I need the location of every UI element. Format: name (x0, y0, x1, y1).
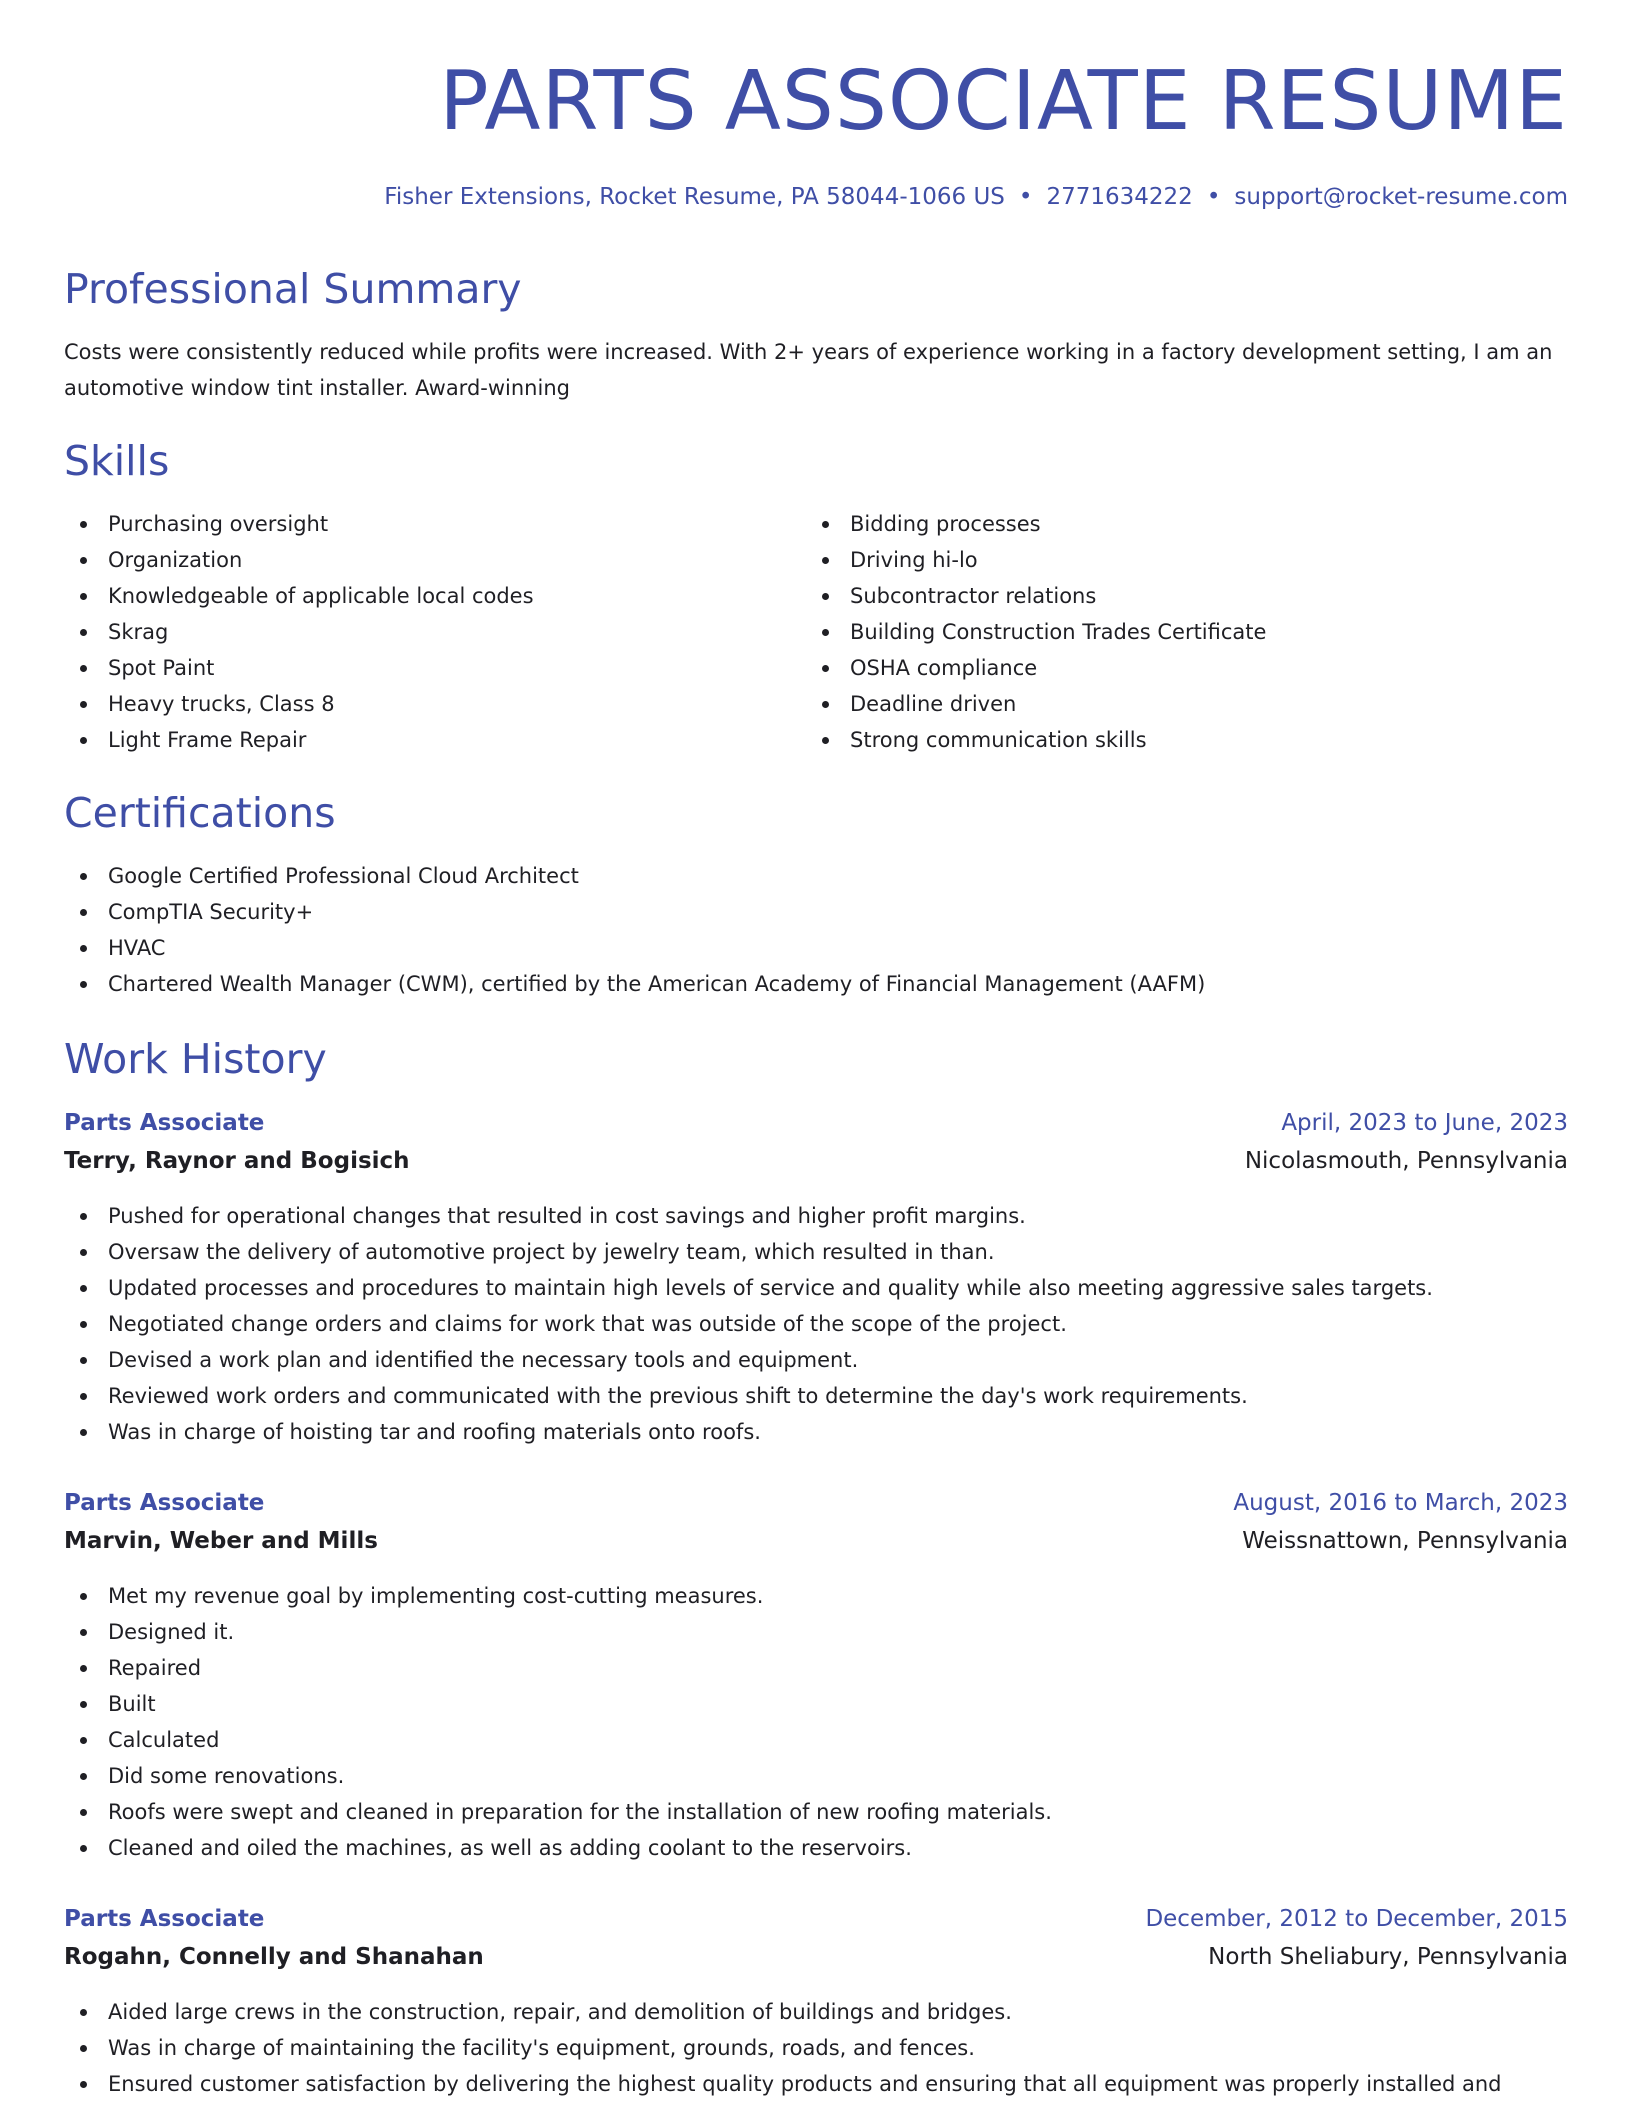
bullet-icon (80, 2081, 87, 2088)
bullet-icon (822, 521, 829, 528)
job-location: Nicolasmouth, Pennsylvania (1244, 1148, 1568, 1174)
job-bullet-item: Updated processes and procedures to maintain high levels of service and quality while also meeting aggressive sales targets. (64, 1270, 1568, 1306)
bullet-icon (80, 945, 87, 952)
bullet-icon (80, 1809, 87, 1816)
bullet-icon (80, 1321, 87, 1328)
skill-item: Deadline driven (806, 686, 1546, 722)
bullet-icon (80, 909, 87, 916)
job-title: Parts Associate (64, 1110, 265, 1136)
job-location: Weissnattown, Pennsylvania (1242, 1528, 1568, 1554)
job-bullet-item: Roofs were swept and cleaned in preparation for the installation of new roofing materials. (64, 1794, 1568, 1830)
certifications-list (64, 858, 1568, 1002)
bullet-icon (822, 701, 829, 708)
skill-item: Strong communication skills (806, 722, 1546, 758)
section-title-certifications: Certifications (64, 789, 336, 837)
bullet-icon (80, 1773, 87, 1780)
bullet-icon (80, 1285, 87, 1292)
bullet-icon (80, 1593, 87, 1600)
skills-list-right (806, 506, 1546, 758)
skill-item: Subcontractor relations (806, 578, 1546, 614)
job-bullet-item: Calculated (64, 1722, 1568, 1758)
job-dates: December, 2012 to December, 2015 (1145, 1906, 1568, 1932)
skill-item: Heavy trucks, Class 8 (64, 686, 804, 722)
job-bullet-item: Cleaned and oiled the machines, as well as adding coolant to the reservoirs. (64, 1830, 1568, 1866)
contact-separator: • (1018, 184, 1033, 210)
job-bullet-item: Built (64, 1686, 1568, 1722)
bullet-icon (80, 1429, 87, 1436)
job-company: Marvin, Weber and Mills (64, 1528, 378, 1554)
certification-item: HVAC (64, 930, 1568, 966)
resume-title: PARTS ASSOCIATE RESUME (439, 54, 1568, 149)
bullet-icon (822, 629, 829, 636)
bullet-icon (80, 2045, 87, 2052)
bullet-icon (80, 593, 87, 600)
bullet-icon (822, 557, 829, 564)
skill-item: OSHA compliance (806, 650, 1546, 686)
bullet-icon (80, 737, 87, 744)
job-bullet-item: Was in charge of maintaining the facility's equipment, grounds, roads, and fences. (64, 2030, 1568, 2066)
section-title-summary: Professional Summary (64, 265, 522, 313)
bullet-icon (80, 1845, 87, 1852)
bullet-icon (80, 1357, 87, 1364)
summary-text: Costs were consistently reduced while profits were increased. With 2+ years of experience working in a factory development setting, I am an automotive window tint installer. Award-winning (64, 340, 1553, 400)
bullet-icon (80, 1665, 87, 1672)
bullet-icon (80, 1737, 87, 1744)
skill-item: Driving hi-lo (806, 542, 1546, 578)
bullet-icon (822, 737, 829, 744)
job-bullet-item: Aided large crews in the construction, repair, and demolition of buildings and bridges. (64, 1994, 1568, 2030)
job-bullets (64, 1578, 1568, 1866)
job-bullets (64, 1198, 1568, 1450)
skill-item: Spot Paint (64, 650, 804, 686)
bullet-icon (80, 665, 87, 672)
certification-item: Chartered Wealth Manager (CWM), certified by the American Academy of Financial Management (AAFM) (64, 966, 1568, 1002)
job-company: Terry, Raynor and Bogisich (64, 1148, 410, 1174)
contact-address: Fisher Extensions, Rocket Resume, PA 58044-1066 US (384, 184, 1005, 210)
certification-item: Google Certified Professional Cloud Architect (64, 858, 1568, 894)
skill-item: Building Construction Trades Certificate (806, 614, 1546, 650)
bullet-icon (822, 665, 829, 672)
bullet-icon (80, 1213, 87, 1220)
bullet-icon (80, 701, 87, 708)
job-bullet-item: Devised a work plan and identified the necessary tools and equipment. (64, 1342, 1568, 1378)
bullet-icon (80, 1629, 87, 1636)
job-dates: April, 2023 to June, 2023 (1281, 1110, 1568, 1136)
skill-item: Skrag (64, 614, 804, 650)
job-bullet-item: Ensured customer satisfaction by delivering the highest quality products and ensuring that all equipment was properly installed and (64, 2066, 1568, 2102)
bullet-icon (80, 557, 87, 564)
job-bullets (64, 1994, 1568, 2102)
bullet-icon (80, 873, 87, 880)
skill-item: Bidding processes (806, 506, 1546, 542)
bullet-icon (80, 521, 87, 528)
bullet-icon (80, 2009, 87, 2016)
bullet-icon (80, 1393, 87, 1400)
job-company: Rogahn, Connelly and Shanahan (64, 1944, 484, 1970)
contact-phone: 2771634222 (1046, 184, 1193, 210)
contact-line (384, 180, 1568, 214)
section-title-skills: Skills (64, 437, 170, 485)
job-bullet-item: Reviewed work orders and communicated with the previous shift to determine the day's work requirements. (64, 1378, 1568, 1414)
skill-item: Knowledgeable of applicable local codes (64, 578, 804, 614)
job-title: Parts Associate (64, 1906, 265, 1932)
contact-separator: • (1206, 184, 1221, 210)
job-bullet-item: Oversaw the delivery of automotive project by jewelry team, which resulted in than. (64, 1234, 1568, 1270)
job-bullet-item: Designed it. (64, 1614, 1568, 1650)
job-bullet-item: Did some renovations. (64, 1758, 1568, 1794)
job-bullet-item: Was in charge of hoisting tar and roofing materials onto roofs. (64, 1414, 1568, 1450)
bullet-icon (822, 593, 829, 600)
job-bullet-item: Met my revenue goal by implementing cost-cutting measures. (64, 1578, 1568, 1614)
contact-email: support@rocket-resume.com (1234, 184, 1568, 210)
skill-item: Light Frame Repair (64, 722, 804, 758)
bullet-icon (80, 1249, 87, 1256)
job-bullet-item: Pushed for operational changes that resulted in cost savings and higher profit margins. (64, 1198, 1568, 1234)
job-bullet-item: Negotiated change orders and claims for work that was outside of the scope of the project. (64, 1306, 1568, 1342)
bullet-icon (80, 981, 87, 988)
job-title: Parts Associate (64, 1490, 265, 1516)
skill-item: Organization (64, 542, 804, 578)
job-bullet-item: Repaired (64, 1650, 1568, 1686)
skills-list-left (64, 506, 804, 758)
section-title-work-history: Work History (64, 1035, 327, 1083)
job-dates: August, 2016 to March, 2023 (1233, 1490, 1568, 1516)
skill-item: Purchasing oversight (64, 506, 804, 542)
job-location: North Sheliabury, Pennsylvania (1208, 1944, 1568, 1970)
certification-item: CompTIA Security+ (64, 894, 1568, 930)
bullet-icon (80, 629, 87, 636)
bullet-icon (80, 1701, 87, 1708)
